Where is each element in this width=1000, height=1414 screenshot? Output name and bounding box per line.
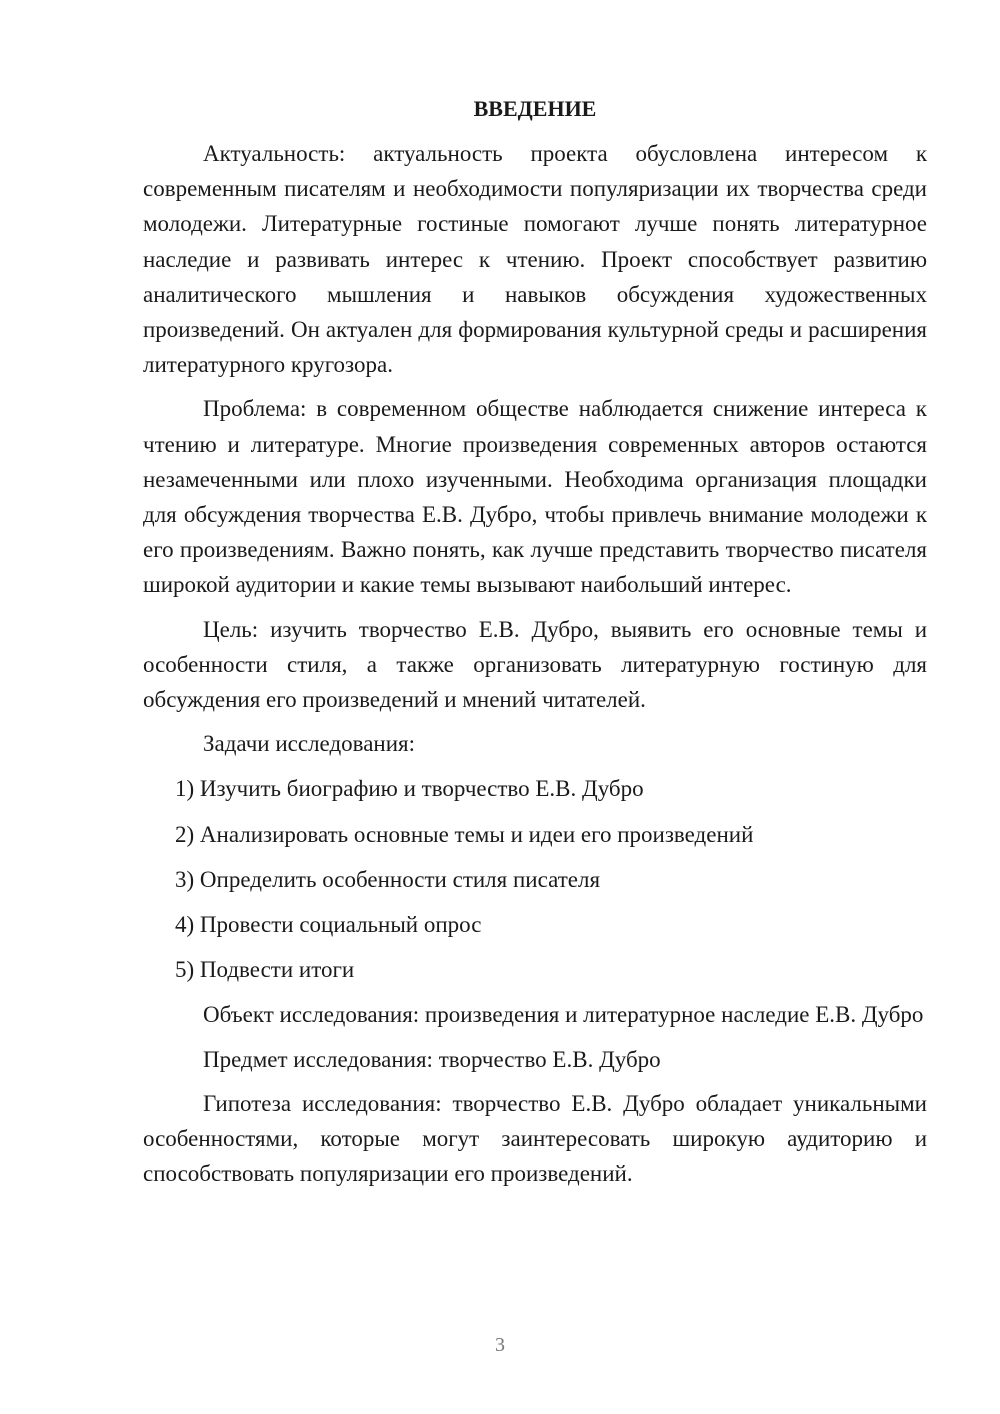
- list-item: 5) Подвести итоги: [175, 957, 355, 983]
- page-title: ВВЕДЕНИЕ: [473, 96, 597, 121]
- problem-paragraph: Проблема: в современном обществе наблюдается снижение интереса к чтению и литературе. Многие произведения современных авторов остаются незамеченными или плохо изученными. Необходима организация площадки для обсуждения творчества Е.В. Дубро, чтобы привлечь внимание молодежи к его произведениям. Важно понять, как лучше представить творчество писателя широкой аудитории и какие темы вызывают наибольший интерес.: [143, 396, 927, 598]
- page-content: [143, 94, 927, 1200]
- list-item: 3) Определить особенности стиля писателя: [175, 866, 601, 892]
- object-paragraph: Объект исследования: произведения и литературное наследие Е.В. Дубро: [203, 1002, 924, 1028]
- page-number: 3: [495, 1334, 505, 1356]
- tasks-list: [143, 771, 927, 987]
- relevance-paragraph: Актуальность: актуальность проекта обусловлена интересом к современным писателям и необходимости популяризации их творчества среди молодежи. Литературные гостиные помогают лучше понять литературное наследие и развивать интерес к чтению. Проект способствует развитию аналитического мышления и навыков обсуждения художественных произведений. Он актуален для формирования культурной среды и расширения литературного кругозора.: [143, 141, 927, 378]
- list-item: 1) Изучить биографию и творчество Е.В. Дубро: [175, 776, 644, 802]
- subject-paragraph: Предмет исследования: творчество Е.В. Дубро: [203, 1046, 661, 1072]
- tasks-heading: Задачи исследования:: [203, 731, 416, 757]
- goal-paragraph: Цель: изучить творчество Е.В. Дубро, выявить его основные темы и особенности стиля, а также организовать литературную гостиную для обсуждения его произведений и мнений читателей.: [143, 616, 927, 713]
- hypothesis-paragraph: Гипотеза исследования: творчество Е.В. Дубро обладает уникальными особенностями, которые могут заинтересовать широкую аудиторию и способствовать популяризации его произведений.: [143, 1090, 927, 1187]
- list-item: 4) Провести социальный опрос: [175, 912, 482, 938]
- list-item: 2) Анализировать основные темы и идеи его произведений: [175, 821, 754, 847]
